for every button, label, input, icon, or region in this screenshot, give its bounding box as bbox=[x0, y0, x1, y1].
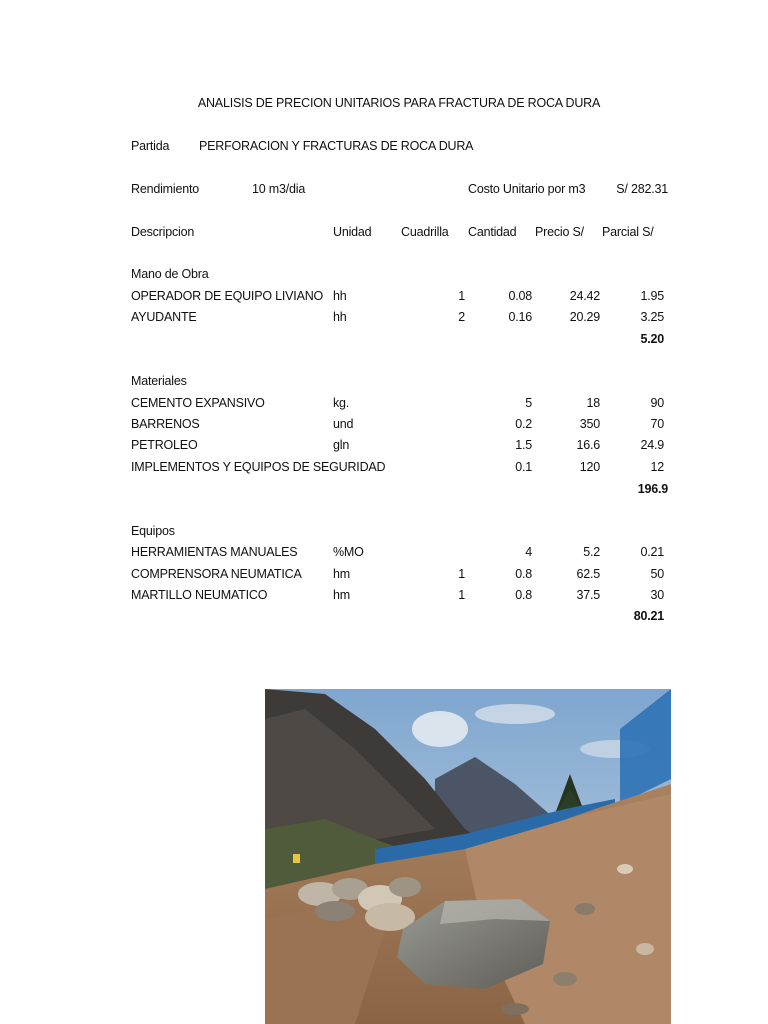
row-parcial: 30 bbox=[650, 588, 664, 602]
header-unidad: Unidad bbox=[333, 225, 372, 239]
section-title: Mano de Obra bbox=[131, 267, 209, 281]
row-precio: 120 bbox=[579, 460, 600, 474]
row-desc: PETROLEO bbox=[131, 438, 198, 452]
partida-label: Partida bbox=[131, 139, 170, 153]
section-total: 80.21 bbox=[633, 609, 664, 623]
row-unidad: gln bbox=[333, 438, 350, 452]
row-unidad: hm bbox=[333, 567, 350, 581]
row-parcial: 90 bbox=[650, 396, 664, 410]
row-unidad: hh bbox=[333, 310, 347, 324]
row-desc: HERRAMIENTAS MANUALES bbox=[131, 545, 298, 559]
row-cantidad: 0.08 bbox=[508, 289, 532, 303]
row-cantidad: 1.5 bbox=[515, 438, 532, 452]
row-desc: OPERADOR DE EQUIPO LIVIANO bbox=[131, 289, 324, 303]
row-precio: 24.42 bbox=[569, 289, 600, 303]
row-precio: 5.2 bbox=[583, 545, 600, 559]
row-parcial: 12 bbox=[650, 460, 664, 474]
row-unidad: hh bbox=[333, 289, 347, 303]
row-parcial: 3.25 bbox=[640, 310, 664, 324]
row-desc: MARTILLO NEUMATICO bbox=[131, 588, 268, 602]
row-desc: AYUDANTE bbox=[131, 310, 197, 324]
header-cantidad: Cantidad bbox=[468, 225, 517, 239]
row-precio: 62.5 bbox=[576, 567, 600, 581]
row-cantidad: 0.8 bbox=[515, 567, 532, 581]
header-precio: Precio S/ bbox=[535, 225, 584, 239]
row-cuadrilla: 1 bbox=[458, 567, 465, 581]
row-precio: 18 bbox=[586, 396, 600, 410]
row-parcial: 0.21 bbox=[640, 545, 664, 559]
section-total: 196.9 bbox=[637, 482, 668, 496]
row-cantidad: 0.16 bbox=[508, 310, 532, 324]
costo-label: Costo Unitario por m3 bbox=[468, 182, 586, 196]
row-parcial: 24.9 bbox=[640, 438, 664, 452]
row-unidad: hm bbox=[333, 588, 350, 602]
section-title: Equipos bbox=[131, 524, 175, 538]
row-cuadrilla: 1 bbox=[458, 289, 465, 303]
header-parcial: Parcial S/ bbox=[602, 225, 654, 239]
row-cantidad: 0.2 bbox=[515, 417, 532, 431]
costo-value: S/ 282.31 bbox=[616, 182, 668, 196]
row-cantidad: 0.8 bbox=[515, 588, 532, 602]
section-total: 5.20 bbox=[640, 332, 664, 346]
header-cuadrilla: Cuadrilla bbox=[401, 225, 449, 239]
rendimiento-label: Rendimiento bbox=[131, 182, 199, 196]
rock-site-illustration bbox=[265, 689, 671, 1024]
row-precio: 37.5 bbox=[576, 588, 600, 602]
row-unidad: kg. bbox=[333, 396, 350, 410]
header-descripcion: Descripcion bbox=[131, 225, 195, 239]
row-cuadrilla: 2 bbox=[458, 310, 465, 324]
partida-value: PERFORACION Y FRACTURAS DE ROCA DURA bbox=[199, 139, 474, 153]
site-photo bbox=[265, 689, 671, 1024]
page-title: ANALISIS DE PRECION UNITARIOS PARA FRACTURA DE ROCA DURA bbox=[197, 96, 601, 110]
rendimiento-value: 10 m3/dia bbox=[252, 182, 306, 196]
section-title: Materiales bbox=[131, 374, 187, 388]
row-desc: BARRENOS bbox=[131, 417, 200, 431]
row-precio: 16.6 bbox=[576, 438, 600, 452]
row-parcial: 1.95 bbox=[640, 289, 664, 303]
row-cantidad: 5 bbox=[525, 396, 532, 410]
row-desc: COMPRENSORA NEUMATICA bbox=[131, 567, 302, 581]
row-precio: 20.29 bbox=[569, 310, 600, 324]
row-precio: 350 bbox=[579, 417, 600, 431]
row-desc: CEMENTO EXPANSIVO bbox=[131, 396, 265, 410]
row-unidad: %MO bbox=[333, 545, 364, 559]
row-unidad: und bbox=[333, 417, 354, 431]
row-cantidad: 0.1 bbox=[515, 460, 532, 474]
row-desc: IMPLEMENTOS Y EQUIPOS DE SEGURIDAD bbox=[131, 460, 386, 474]
row-parcial: 70 bbox=[650, 417, 664, 431]
row-cantidad: 4 bbox=[525, 545, 532, 559]
row-parcial: 50 bbox=[650, 567, 664, 581]
row-cuadrilla: 1 bbox=[458, 588, 465, 602]
